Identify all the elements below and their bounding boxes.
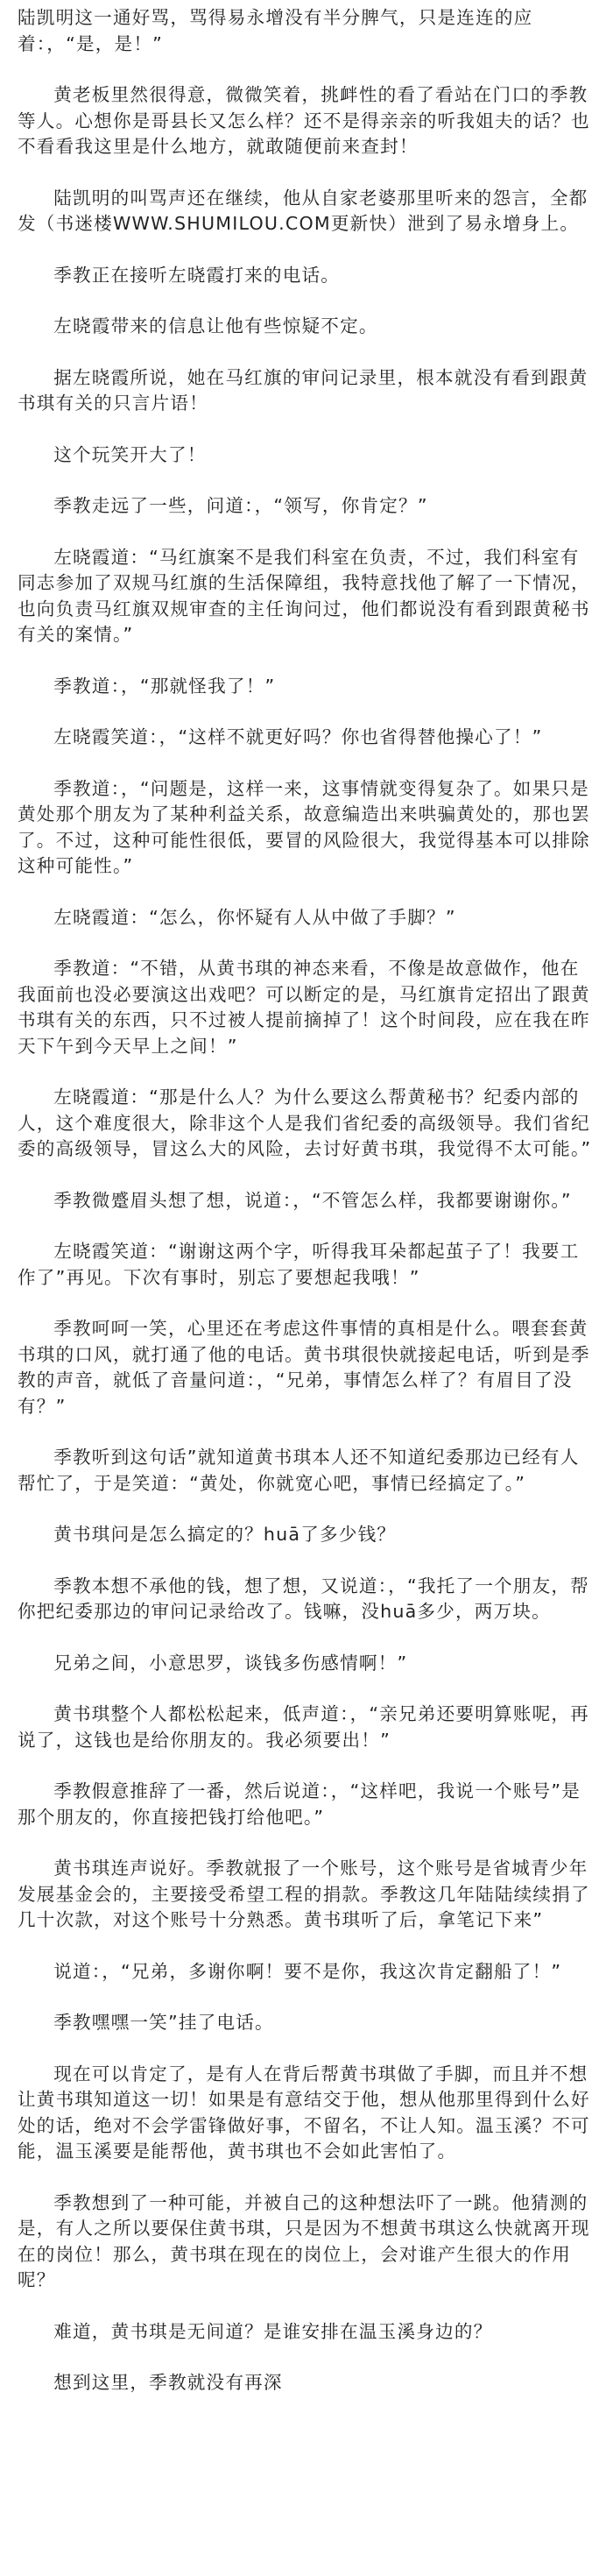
paragraph: 据左晓霞所说，她在马红旗的审问记录里，根本就没有看到跟黄书琪有关的只言片语！ <box>18 366 588 414</box>
paragraph: 季教正在接听左晓霞打来的电话。 <box>53 264 341 286</box>
paragraph: 难道，黄书琪是无间道？是谁安排在温玉溪身边的？ <box>53 2320 493 2342</box>
paragraph: 季教道：“不错，从黄书琪的神态来看，不像是故意做作，他在我面前也没必要演这出戏吧？可以断定的是，马红旗肯定招出了跟黄书琪有关的东西，只不过被人提前摘掉了！这个时间段，应在我在昨天下午到今天早上之间！” <box>18 958 590 1057</box>
paragraph: 黄书琪连声说好。季教就报了一个账号，这个账号是省城青少年发展基金会的，主要接受希望工程的捐款。季教这几年陆陆续续捐了几十次款，对这个账号十分熟悉。黄书琪听了后，拿笔记下来” <box>18 1858 590 1930</box>
paragraph: 季教呵呵一笑，心里还在考虑这件事情的真相是什么。喂套套黄书琪的口风，就打通了他的电话。黄书琪很快就接起电话，听到是季教的声音，就低了音量问道：，“兄弟，事情怎么样了？有眉目了没有？” <box>18 1318 590 1417</box>
paragraph: 黄老板里然很得意，微微笑着，挑衅性的看了看站在门口的季教等人。心想你是哥县长又怎么样？还不是得亲亲的听我姐夫的话？也不看看我这里是什么地方，就敢随便前来查封！ <box>18 84 590 157</box>
paragraph: 季教微蹙眉头想了想，说道：，“不管怎么样，我都要谢谢你。” <box>53 1189 572 1211</box>
paragraph: 左晓霞带来的信息让他有些惊疑不定。 <box>53 315 378 336</box>
paragraph: 左晓霞笑道：“谢谢这两个字，听得我耳朵都起茧子了！我要工作了”再见。下次有事时，别忘了要想起我哦！” <box>18 1241 580 1288</box>
paragraph: 左晓霞道：“那是什么人？为什么要这么帮黄秘书？纪委内部的人，这个难度很大，除非这个人是我们省纪委的高级领导。我们省纪委的高级领导，冒这么大的风险，去讨好黄书琪，我觉得不太可能。” <box>18 1086 592 1159</box>
paragraph: 想到这里，季教就没有再深 <box>53 2372 283 2393</box>
paragraph: 陆凯明的叫骂声还在继续，他从自家老婆那里听来的怨言，全都发（书迷楼WWW.SHUMILOU.COM更新快）泄到了易永增身上。 <box>18 187 588 234</box>
paragraph: 黄书琪整个人都松松起来，低声道：，“亲兄弟还要明算账呢，再说了，这钱也是给你朋友的。我必须要出！” <box>18 1703 589 1751</box>
paragraph: 左晓霞道：“怎么，你怀疑有人从中做了手脚？” <box>53 906 456 928</box>
paragraph: 季教本想不承他的钱，想了想，又说道：，“我托了一个朋友，帮你把纪委那边的审问记录给改了。钱嘛，没huā多少，两万块。 <box>18 1575 589 1622</box>
paragraph: 季教道：，“那就怪我了！” <box>53 675 276 697</box>
paragraph: 季教听到这句话”就知道黄书琪本人还不知道纪委那边已经有人帮忙了，于是笑道：“黄处，你就宽心吧，事情已经搞定了。” <box>18 1447 580 1494</box>
paragraph: 这个玩笑开大了！ <box>53 443 207 465</box>
paragraph: 季教想到了一种可能，并被自己的这种想法吓了一跳。他猜测的是，有人之所以要保住黄书琪，只是因为不想黄书琪这么快就离开现在的岗位！那么，黄书琪在现在的岗位上，会对谁产生很大的作用呢？ <box>18 2191 590 2290</box>
paragraph: 左晓霞道：“马红旗案不是我们科室在负责，不过，我们科室有同志参加了双规马红旗的生活保障组，我特意找他了解了一下情况，也向负责马红旗双规审查的主任询问过，他们都说没有看到跟黄秘书有关的案情。” <box>18 546 590 645</box>
paragraph: 兄弟之间，小意思罗，谈钱多伤感情啊！” <box>53 1652 408 1674</box>
paragraph: 季教走远了一些，问道：，“领写，你肯定？” <box>53 495 428 516</box>
paragraph: 说道：，“兄弟，多谢你啊！要不是你，我这次肯定翻船了！” <box>53 1960 562 1982</box>
paragraph: 季教假意推辞了一番，然后说道：，“这样吧，我说一个账号”是那个朋友的，你直接把钱打给他吧。” <box>18 1780 581 1828</box>
paragraph: 陆凯明这一通好骂，骂得易永增没有半分脾气，只是连连的应着：，“是，是！” <box>18 7 533 54</box>
paragraph: 现在可以肯定了，是有人在背后帮黄书琪做了手脚，而且并不想让黄书琪知道这一切！如果是有意结交于他，想从他那里得到什么好处的话，绝对不会学雷锋做好事，不留名，不让人知。温玉溪？不可能，温玉溪要是能帮他，黄书琪也不会如此害怕了。 <box>18 2063 590 2162</box>
paragraph: 左晓霞笑道：，“这样不就更好吗？你也省得替他操心了！” <box>53 726 543 747</box>
paragraph: 季教嘿嘿一笑”挂了电话。 <box>53 2012 274 2033</box>
paragraph: 黄书琪问是怎么搞定的？huā了多少钱？ <box>53 1524 397 1545</box>
paragraph: 季教道：，“问题是，这样一来，这事情就变得复杂了。如果只是黄处那个朋友为了某种利益关系，故意编造出来哄骗黄处的，那也罢了。不过，这种可能性很低，要冒的风险很大，我觉得基本可以排除这种可能性。” <box>18 777 590 876</box>
